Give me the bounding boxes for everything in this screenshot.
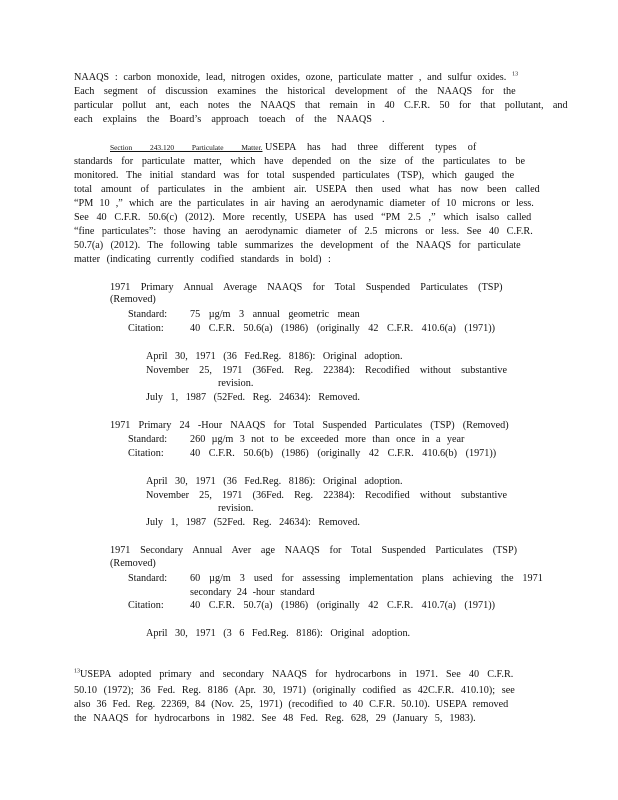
entry-3-citation-label: Citation: [128, 600, 164, 611]
section-line-9: matter (indicating currently codified standards in bold) : [74, 254, 331, 265]
entry-1-history-1: April 30, 1971 (36 Fed.Reg. 8186): Original adoption. [146, 351, 403, 362]
entry-3-standard-value: 60 µg/m 3 used for assessing implementation plans achieving the 1971 [190, 573, 543, 584]
entry-1-history-2: November 25, 1971 (36Fed. Reg. 22384): Recodified without substantive [146, 365, 508, 376]
entry-2-history-1: April 30, 1971 (36 Fed.Reg. 8186): Original adoption. [146, 476, 403, 487]
section-line-8: 50.7(a) (2012). The following table summarizes the development of the NAAQS for particulate [74, 240, 521, 251]
footnote-line-4: the NAAQS for hydrocarbons in 1982. See 48 Fed. Reg. 628, 29 (January 5, 1983). [74, 713, 476, 724]
footnote-number: 13 [74, 668, 80, 675]
entry-2-standard-value: 260 µg/m 3 not to be exceeded more than once in a year [190, 434, 465, 445]
entry-2-history-2: November 25, 1971 (36Fed. Reg. 22384): Recodified without substantive [146, 490, 508, 501]
footnote-line-3: also 36 Fed. Reg. 22369, 84 (Nov. 25, 1971) (recodified to 40 C.F.R. 50.10). USEPA removed [74, 699, 509, 710]
entry-3-standard-value-2: secondary 24 -hour standard [190, 587, 315, 598]
footnote-line-1: $^{13}$USEPA adopted primary and secondary NAAQS for hydrocarbons in 1971. See 40 C.F.R. [74, 668, 514, 680]
entry-1-citation-label: Citation: [128, 323, 164, 334]
intro-line-3: particular pollut ant, each notes the NAAQS that remain in 40 C.F.R. 50 for that pollutant, and [74, 100, 568, 111]
entry-3-standard-label: Standard: [128, 573, 168, 584]
footnote-ref: 13 [512, 71, 519, 78]
intro-line-2: Each segment of discussion examines the historical development of the NAAQS for the [74, 86, 516, 97]
entry-2-citation-value: 40 C.F.R. 50.6(b) (1986) (originally 42 C.F.R. 410.6(b) (1971)) [190, 448, 497, 459]
entry-2-history-3: revision. [218, 503, 254, 514]
section-line-5: “PM 10 ,” which are the particulates in air having an aerodynamic diameter of 10 microns or less. [74, 198, 534, 209]
entry-1-standard-label: Standard: [128, 309, 168, 320]
section-line-1: Section 243.120 Particulate Matter. USEPA has had three different types of [110, 142, 477, 153]
entry-3-history-1: April 30, 1971 (3 6 Fed.Reg. 8186): Original adoption. [146, 628, 411, 639]
entry-3-title: 1971 Secondary Annual Aver age NAAQS for Total Suspended Particulates (TSP) [110, 545, 518, 556]
entry-1-title: 1971 Primary Annual Average NAAQS for Total Suspended Particulates (TSP) [110, 282, 503, 293]
entry-1-citation-value: 40 C.F.R. 50.6(a) (1986) (originally 42 C.F.R. 410.6(a) (1971)) [190, 323, 495, 334]
entry-1-history-4: July 1, 1987 (52Fed. Reg. 24634): Removed. [146, 392, 360, 403]
entry-1-standard-value: 75 µg/m 3 annual geometric mean [190, 309, 360, 320]
footnote-line-2: 50.10 (1972); 36 Fed. Reg. 8186 (Apr. 30, 1971) (originally codified as 42C.F.R. 410.10); see [74, 685, 515, 696]
section-line-4: total amount of particulates in the ambient air. USEPA then used what has now been called [74, 184, 540, 195]
entry-1-history-3: revision. [218, 378, 254, 389]
entry-3-status: (Removed) [110, 558, 156, 569]
intro-line-4: each explains the Board’s approach toeach of the NAAQS . [74, 114, 385, 125]
entry-2-standard-label: Standard: [128, 434, 168, 445]
section-line-7: “fine particulates”: those having an aerodynamic diameter of 2.5 microns or less. See 40 C.F.R. [74, 226, 533, 237]
section-line-6: See 40 C.F.R. 50.6(c) (2012). More recently, USEPA has used “PM 2.5 ,” which isalso called [74, 212, 532, 223]
section-heading: Section 243.120 Particulate Matter. [110, 143, 263, 152]
entry-2-title: 1971 Primary 24 -Hour NAAQS for Total Suspended Particulates (TSP) (Removed) [110, 420, 509, 431]
section-line-3: monitored. The initial standard was for total suspended particulates (TSP), which gauged the [74, 170, 515, 181]
entry-1-status: (Removed) [110, 294, 156, 305]
intro-line-1: NAAQS : carbon monoxide, lead, nitrogen oxides, ozone, particulate matter , and sulfur oxides. $^{13}$ [74, 71, 519, 83]
entry-2-history-4: July 1, 1987 (52Fed. Reg. 24634): Removed. [146, 517, 360, 528]
entry-3-citation-value: 40 C.F.R. 50.7(a) (1986) (originally 42 C.F.R. 410.7(a) (1971)) [190, 600, 495, 611]
section-line-2: standards for particulate matter, which have depended on the size of the particulates to be [74, 156, 526, 167]
entry-2-citation-label: Citation: [128, 448, 164, 459]
